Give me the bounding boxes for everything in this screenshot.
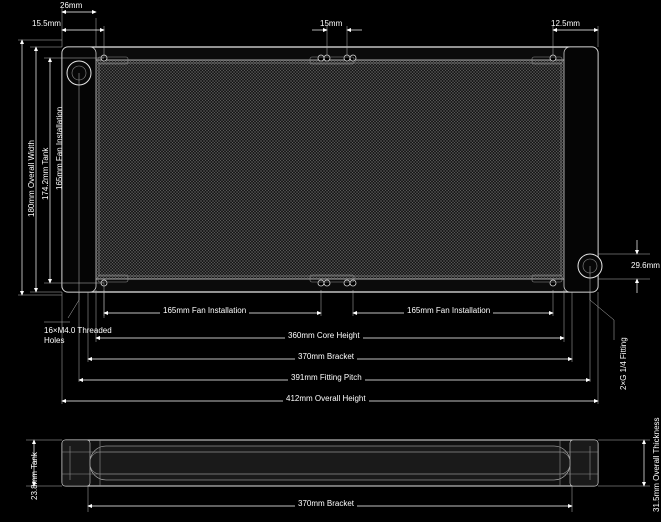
dim-165mm-fan-installation-b: 165mm Fan Installation: [404, 306, 493, 315]
dim-180mm-overall-width: 180mm Overall Width: [27, 140, 36, 217]
dim-391mm-fitting-pitch: 391mm Fitting Pitch: [288, 373, 365, 382]
dim-370mm-bracket-side: 370mm Bracket: [295, 499, 357, 508]
dim-370mm-bracket: 370mm Bracket: [295, 352, 357, 361]
dim-15mm: 15mm: [320, 19, 343, 28]
dim-174_2mm-tank: 174.2mm Tank: [41, 147, 50, 200]
dim-165mm-fan-installation-a: 165mm Fan Installation: [160, 306, 249, 315]
callout-threaded-holes-line1: 16×M4.0 Threaded: [44, 326, 112, 335]
dim-12_5mm: 12.5mm: [551, 19, 580, 28]
callout-threaded-holes-line2: Holes: [44, 336, 65, 345]
dim-412mm-overall-height: 412mm Overall Height: [283, 394, 369, 403]
callout-fitting: 2×G 1/4 Fitting: [619, 337, 628, 390]
dim-23_8mm-tank: 23.8mm Tank: [30, 452, 39, 500]
dim-29_6mm: 29.6mm: [631, 261, 660, 270]
dim-15_5mm: 15.5mm: [32, 19, 61, 28]
dim-165mm-fan-installation-left: 165mm Fan Installation: [55, 106, 64, 190]
dim-26mm: 26mm: [60, 1, 83, 10]
dim-360mm-core-height: 360mm Core Height: [285, 331, 363, 340]
dim-31_5mm-overall-thickness: 31.5mm Overall Thickness: [652, 417, 661, 512]
